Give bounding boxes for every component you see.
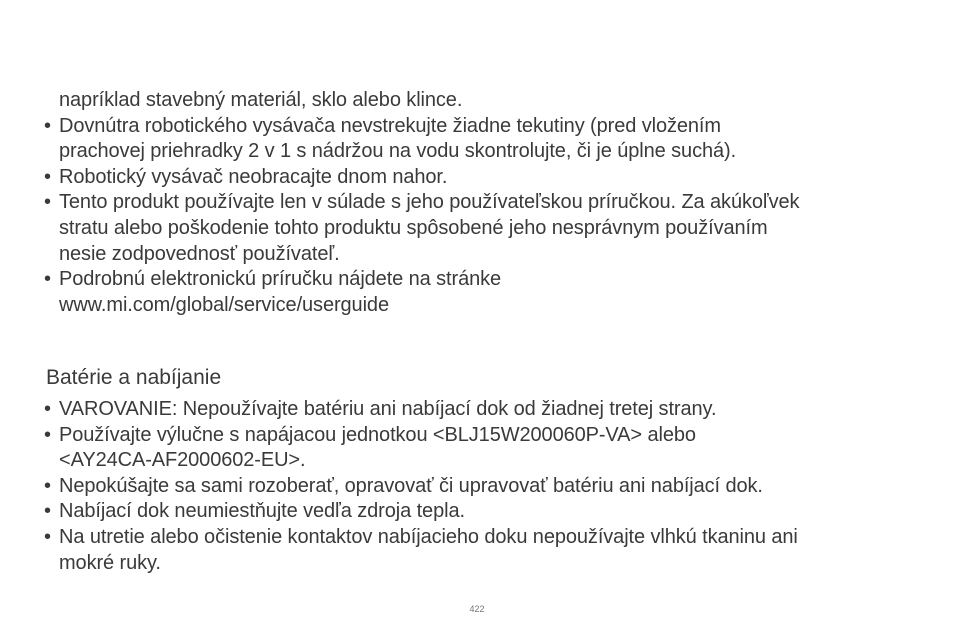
list-item-text: stratu alebo poškodenie tohto produktu spôsobené jeho nesprávnym používaním — [59, 216, 768, 239]
list-item-text: nesie zodpovednosť používateľ. — [59, 242, 340, 265]
list-item-text: napríklad stavebný materiál, sklo alebo klince. — [59, 89, 463, 111]
list-item — [44, 190, 924, 216]
list-item-continuation — [44, 293, 924, 319]
battery-list — [44, 397, 924, 576]
list-item — [44, 525, 924, 551]
list-item-continuation — [44, 242, 924, 268]
bullet-icon: • — [44, 268, 51, 291]
list-item — [44, 267, 924, 293]
list-item — [44, 114, 924, 140]
bullet-icon: • — [44, 423, 51, 446]
bullet-icon: • — [44, 165, 51, 188]
list-item-continuation — [44, 88, 924, 114]
list-item-text: Na utretie alebo očistenie kontaktov nabíjacieho doku nepoužívajte vlhkú tkaninu ani — [59, 525, 798, 548]
bullet-icon: • — [44, 525, 51, 548]
list-item-text: Tento produkt používajte len v súlade s jeho používateľskou príručkou. Za akúkoľvek — [59, 191, 800, 214]
list-item-continuation — [44, 139, 924, 165]
list-item-continuation — [44, 448, 924, 474]
list-item — [44, 165, 924, 191]
list-item-text: Podrobnú elektronickú príručku nájdete na stránke — [59, 268, 502, 291]
list-item — [44, 499, 924, 525]
list-item — [44, 423, 924, 449]
list-item-text: Nabíjací dok neumiestňujte vedľa zdroja tepla. — [59, 500, 465, 523]
list-item-text: Dovnútra robotického vysávača nevstrekujte žiadne tekutiny (pred vložením — [59, 114, 721, 137]
list-item-text: Robotický vysávač neobracajte dnom nahor. — [59, 165, 448, 188]
list-item-text: Používajte výlučne s napájacou jednotkou <BLJ15W200060P-VA> alebo — [59, 423, 696, 446]
bullet-icon: • — [44, 114, 51, 137]
bullet-icon: • — [44, 191, 51, 214]
list-item-text: mokré ruky. — [59, 551, 161, 574]
bullet-icon: • — [44, 474, 51, 497]
list-item-text: prachovej priehradky 2 v 1 s nádržou na vodu skontrolujte, či je úplne suchá). — [59, 140, 737, 163]
list-item-text: Nepokúšajte sa sami rozoberať, opravovať či upravovať batériu ani nabíjací dok. — [59, 474, 763, 497]
bullet-icon: • — [44, 398, 51, 420]
list-item — [44, 474, 924, 500]
list-item-text: VAROVANIE: Nepoužívajte batériu ani nabíjací dok od žiadnej tretej strany. — [59, 398, 717, 420]
list-item-text: <AY24CA-AF2000602-EU>. — [59, 449, 306, 472]
page-number: 422 — [469, 604, 485, 614]
bullet-icon: • — [44, 500, 51, 523]
list-item-continuation — [44, 216, 924, 242]
safety-list — [44, 88, 924, 318]
list-item-continuation — [44, 551, 924, 577]
list-item — [44, 397, 924, 423]
list-item-text: www.mi.com/global/service/userguide — [59, 293, 389, 316]
section-heading: Batérie a nabíjanie — [46, 366, 222, 389]
